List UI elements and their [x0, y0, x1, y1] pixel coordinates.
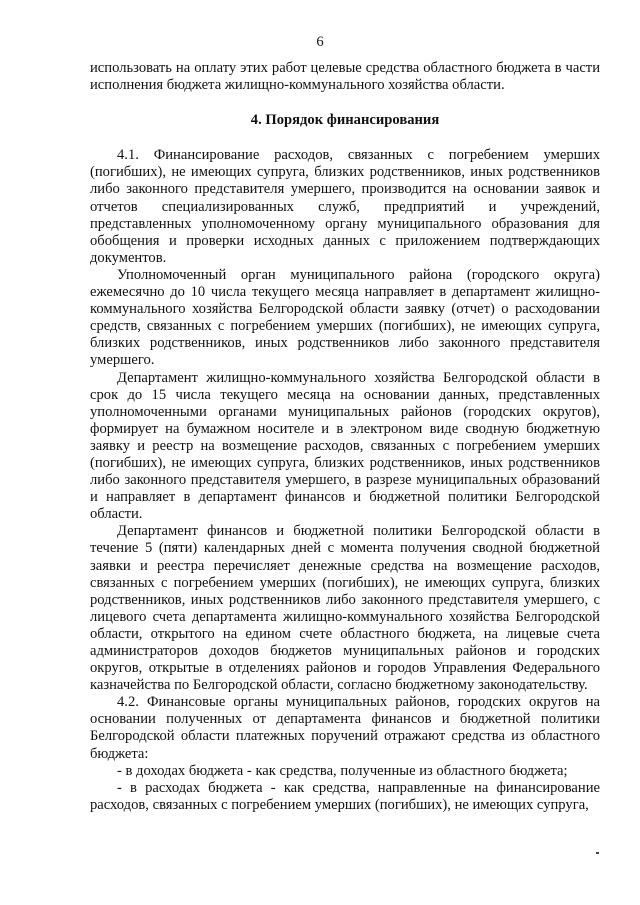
scan-mark — [596, 852, 599, 854]
document-body — [90, 60, 600, 814]
paragraph-finance-department: Департамент финансов и бюджетной политики Белгородской области в течение 5 (пяти) календарных дней с момента получения сводной бюджетной заявки и реестра перечисляет денежные средства на возмещение расходов, связанных с погребением умерших (погибших), не имеющих супруга, близких родственников, иных родственников либо законного представителя умершего, с лицевого счета департамента жилищно-коммунального хозяйства Белгородской области, открытого на едином счете областного бюджета, на лицевые счета администраторов доходов бюджетов муниципальных районов и городских округов, открытые в отделениях районов и городов Управления Федерального казначейства по Белгородской области, согласно бюджетному законодательству. — [90, 523, 600, 694]
list-item-expenses: - в расходах бюджета - как средства, направленные на финансирование расходов, связанных с погребением умерших (погибших), не имеющих супруга, — [90, 779, 600, 813]
paragraph-4-1: 4.1. Финансирование расходов, связанных с погребением умерших (погибших), не имеющих супруга, близких родственников, иных родственников либо законного представителя умершего, производится на основании заявок и отчетов специализированных служб, предприятий и учреждений, представленных уполномоченному органу муниципального образования для обобщения и проверки исходных данных с приложением подтверждающих документов. — [90, 147, 600, 266]
intro-paragraph: использовать на оплату этих работ целевые средства областного бюджета в части исполнения бюджета жилищно-коммунального хозяйства области. — [90, 60, 600, 94]
list-item-revenues: - в доходах бюджета - как средства, полученные из областного бюджета; — [117, 762, 568, 779]
paragraph-4-2: 4.2. Финансовые органы муниципальных районов, городских округов на основании полученных от департамента финансов и бюджетной политики Белгородской области платежных поручений отражают средства из областного бюджета: — [90, 694, 600, 762]
page-number: 6 — [316, 34, 324, 50]
section-title: 4. Порядок финансирования — [250, 112, 440, 129]
paragraph-housing-department: Департамент жилищно-коммунального хозяйства Белгородской области в срок до 15 числа текущего месяца на основании данных, представленных уполномоченными органами муниципальных районов (городских округов), формирует на бумажном носителе и в электроном виде сводную бюджетную заявку и реестр на возмещение расходов, связанных с погребением умерших (погибших), не имеющих супруга, близких родственников, иных родственников либо законного представителя умершего, в разрезе муниципальных образований и направляет в департамент финансов и бюджетной политики Белгородской области. — [90, 369, 600, 523]
paragraph-authorized-body: Уполномоченный орган муниципального района (городского округа) ежемесячно до 10 числа текущего месяца направляет в департамент жилищно-коммунального хозяйства Белгородской области заявку (отчет) о расходовании средств, связанных с погребением умерших (погибших), не имеющих супруга, близких родственников, иных родственников либо законного представителя умершего. — [90, 266, 600, 369]
